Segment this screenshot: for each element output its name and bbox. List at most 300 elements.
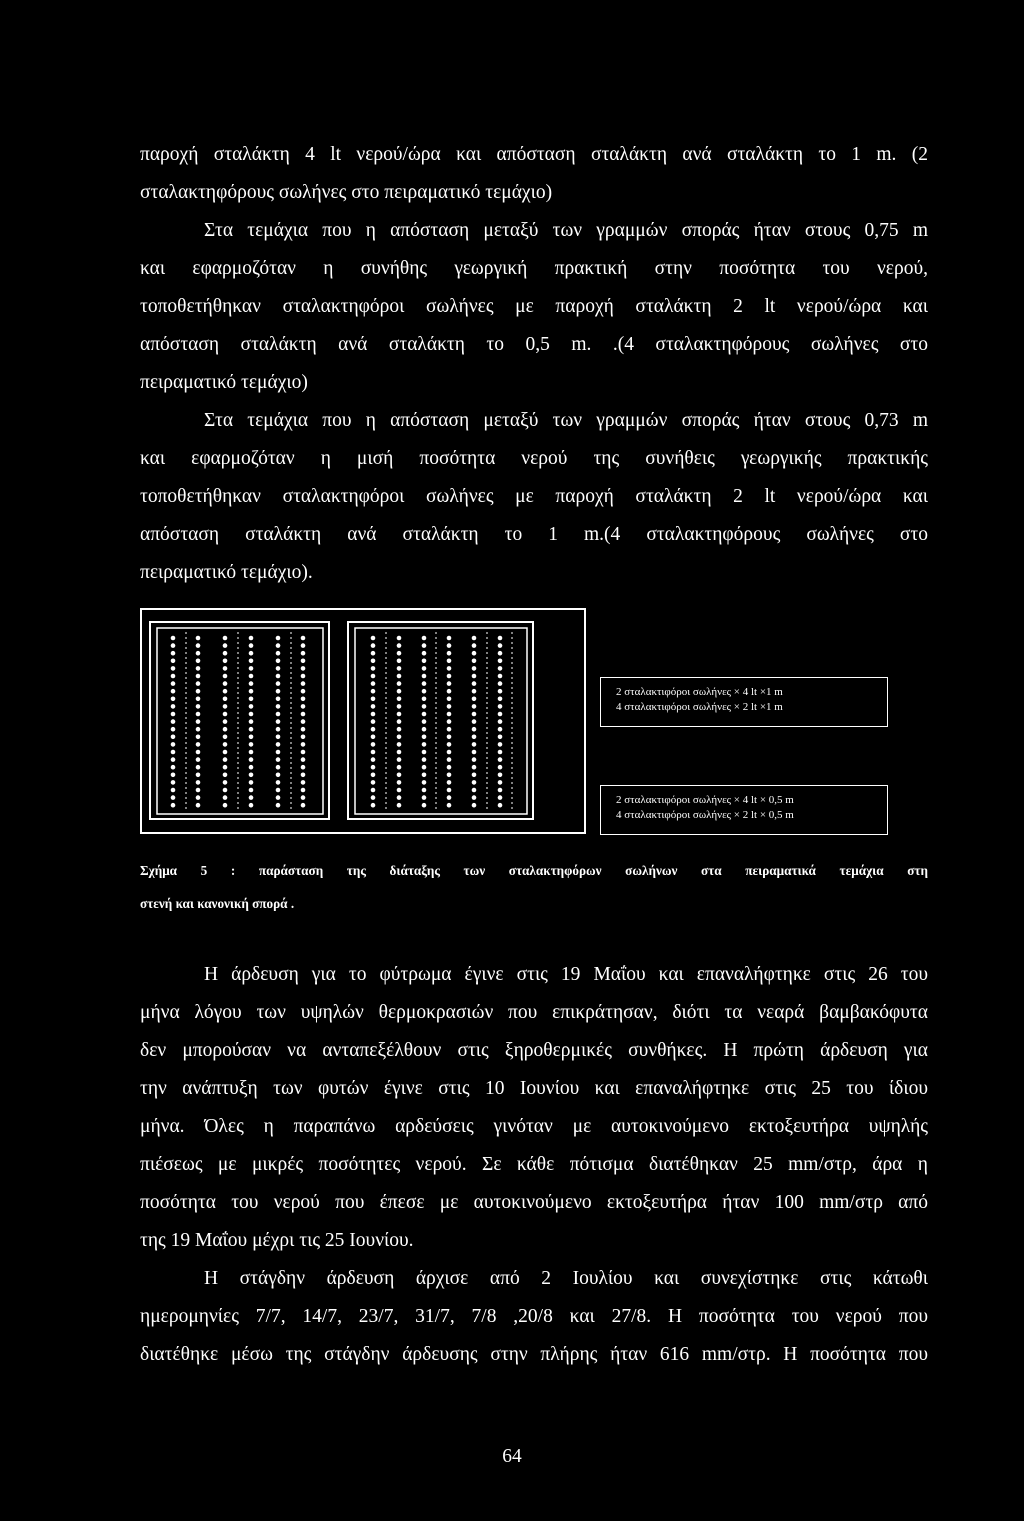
emitter-dot [422,659,427,664]
paragraph-4-line-1: Η άρδευση για το φύτρωμα έγινε στις 19 Μαΐου και επαναλήφτηκε στις 26 του [204,964,928,985]
emitter-dot [447,780,452,785]
emitter-dot [498,773,503,778]
paragraph-5-line-3: διατέθηκε μέσω της στάγδην άρδευσης στην πλήρης ήταν 616 mm/στρ. Η ποσότητα που [140,1344,928,1365]
emitter-dot [223,742,228,747]
emitter-dot [472,697,477,702]
emitter-dot [223,681,228,686]
emitter-dot [171,636,176,641]
emitter-dot [371,674,376,679]
emitter-dot [171,651,176,656]
emitter-dot [472,712,477,717]
emitter-dot [472,719,477,724]
plot-right-frame [348,622,533,819]
emitter-dot [371,780,376,785]
emitter-dot [249,659,254,664]
emitter-dot [276,636,281,641]
emitter-dot [422,795,427,800]
emitter-dot [498,651,503,656]
emitter-dot [371,704,376,709]
paragraph-2-line-3: τοποθετήθηκαν σταλακτηφόροι σωλήνες με παροχή σταλάκτη 2 lt νερού/ώρα και [140,296,928,317]
emitter-dot [422,674,427,679]
emitter-dot [249,780,254,785]
emitter-dot [371,727,376,732]
emitter-dot [276,803,281,808]
emitter-dot [276,712,281,717]
emitter-dot [447,719,452,724]
emitter-dot [223,643,228,648]
paragraph-4-line-4: την ανάπτυξη των φυτών έγινε στις 10 Ιουνίου και επαναλήφτηκε στις 25 του ίδιου [140,1078,928,1099]
emitter-dot [249,674,254,679]
emitter-dot [447,795,452,800]
emitter-dot [472,704,477,709]
emitter-dot [472,643,477,648]
emitter-dot [422,780,427,785]
emitter-dot [447,666,452,671]
legend-box-2 [600,785,888,835]
emitter-dot [171,681,176,686]
emitter-dot [301,636,306,641]
emitter-dot [171,735,176,740]
emitter-dot [498,681,503,686]
emitter-dot [276,735,281,740]
emitter-dot [249,689,254,694]
emitter-dot [171,788,176,793]
emitter-dot [472,659,477,664]
paragraph-4-line-2: μήνα λόγου των υψηλών θερμοκρασιών που επικράτησαν, διότι τα νεαρά βαμβακόφυτα [140,1002,928,1023]
emitter-dot [171,727,176,732]
emitter-dot [249,712,254,717]
emitter-dot [472,636,477,641]
emitter-dot [472,788,477,793]
emitter-dot [301,757,306,762]
emitter-dot [249,735,254,740]
emitter-dot [472,803,477,808]
paragraph-4-line-6: πιέσεως με μικρές ποσότητες νερού. Σε κάθε πότισμα διατέθηκαν 25 mm/στρ, άρα η [140,1154,928,1175]
emitter-dot [171,689,176,694]
emitter-dot [276,643,281,648]
emitter-dot [196,659,201,664]
emitter-dot [422,727,427,732]
emitter-dot [447,712,452,717]
emitter-dot [447,681,452,686]
emitter-dot [223,712,228,717]
emitter-dot [371,697,376,702]
emitter-dot [422,643,427,648]
paragraph-5-line-2: ημερομηνίες 7/7, 14/7, 23/7, 31/7, 7/8 ,20/8 και 27/8. Η ποσότητα του νερού που [140,1306,928,1327]
emitter-dot [422,689,427,694]
emitter-dot [498,674,503,679]
emitter-dot [276,666,281,671]
emitter-dot [276,780,281,785]
emitter-dot [371,788,376,793]
emitter-dot [498,704,503,709]
emitter-dot [371,757,376,762]
emitter-dot [472,795,477,800]
emitter-dot [422,788,427,793]
emitter-dot [223,666,228,671]
paragraph-1-line-1: παροχή σταλάκτη 4 lt νερού/ώρα και απόσταση σταλάκτη ανά σταλάκτη το 1 m. (2 [140,144,928,165]
emitter-dot [447,643,452,648]
emitter-dot [301,735,306,740]
emitter-dot [301,803,306,808]
emitter-dot [249,765,254,770]
emitter-dot [472,750,477,755]
emitter-dot [196,643,201,648]
emitter-dot [498,750,503,755]
legend-1-line-1: 2 σταλακτιφόροι σωλήνες × 4 lt ×1 m [616,686,783,698]
emitter-dot [447,697,452,702]
emitter-dot [422,750,427,755]
emitter-dot [397,719,402,724]
figure-caption-line-1: Σχήμα 5 : παράσταση της διάταξης των σταλακτηφόρων σωλήνων στα πειραματικά τεμάχια στη [140,863,928,878]
emitter-dot [223,689,228,694]
emitter-dot [301,780,306,785]
emitter-dot [301,719,306,724]
drip-lines-right-plot [371,632,512,810]
emitter-dot [196,651,201,656]
emitter-dot [196,689,201,694]
emitter-dot [397,674,402,679]
emitter-dot [249,666,254,671]
emitter-dot [301,773,306,778]
drip-lines-left-plot [171,632,306,810]
emitter-dot [472,773,477,778]
emitter-dot [171,742,176,747]
emitter-dot [397,697,402,702]
paragraph-4-line-8: της 19 Μαΐου μέχρι τις 25 Ιουνίου. [140,1230,414,1251]
emitter-dot [422,651,427,656]
emitter-dot [223,735,228,740]
paragraph-2-line-4: απόσταση σταλάκτη ανά σταλάκτη το 0,5 m. .(4 σταλακτηφόρους σωλήνες στο [140,334,928,355]
emitter-dot [249,697,254,702]
emitter-dot [249,742,254,747]
emitter-dot [371,666,376,671]
emitter-dot [171,795,176,800]
emitter-dot [498,636,503,641]
paragraph-3-line-4: απόσταση σταλάκτη ανά σταλάκτη το 1 m.(4 σταλακτηφόρους σωλήνες στο [140,524,928,545]
paragraph-2-line-5: πειραματικό τεμάχιο) [140,372,308,393]
drip-layout-figure [140,608,586,834]
emitter-dot [171,659,176,664]
emitter-dot [276,757,281,762]
emitter-dot [223,704,228,709]
emitter-dot [171,773,176,778]
emitter-dot [196,742,201,747]
emitter-dot [371,681,376,686]
emitter-dot [422,666,427,671]
emitter-dot [171,704,176,709]
emitter-dot [196,735,201,740]
emitter-dot [472,681,477,686]
emitter-dot [276,765,281,770]
emitter-dot [223,795,228,800]
emitter-dot [447,727,452,732]
emitter-dot [498,697,503,702]
emitter-dot [171,697,176,702]
emitter-dot [301,643,306,648]
emitter-dot [276,788,281,793]
emitter-dot [422,765,427,770]
emitter-dot [249,773,254,778]
emitter-dot [276,689,281,694]
emitter-dot [498,795,503,800]
emitter-dot [171,643,176,648]
emitter-dot [196,803,201,808]
emitter-dot [371,719,376,724]
emitter-dot [171,666,176,671]
emitter-dot [447,636,452,641]
emitter-dot [196,636,201,641]
paragraph-3-line-5: πειραματικό τεμάχιο). [140,562,313,583]
emitter-dot [301,704,306,709]
emitter-dot [498,788,503,793]
emitter-dot [301,765,306,770]
emitter-dot [249,795,254,800]
emitter-dot [447,689,452,694]
emitter-dot [249,803,254,808]
emitter-dot [422,719,427,724]
emitter-dot [249,643,254,648]
emitter-dot [371,765,376,770]
legend-box-1 [600,677,888,727]
emitter-dot [171,765,176,770]
emitter-dot [249,727,254,732]
emitter-dot [472,674,477,679]
emitter-dot [171,780,176,785]
emitter-dot [397,666,402,671]
emitter-dot [171,674,176,679]
emitter-dot [223,780,228,785]
emitter-dot [422,757,427,762]
emitter-dot [447,742,452,747]
emitter-dot [196,795,201,800]
emitter-dot [196,674,201,679]
emitter-dot [223,757,228,762]
emitter-dot [276,681,281,686]
emitter-dot [196,750,201,755]
paragraph-1-line-2: σταλακτηφόρους σωλήνες στο πειραματικό τεμάχιο) [140,182,553,203]
emitter-dot [249,681,254,686]
emitter-dot [447,788,452,793]
emitter-dot [422,681,427,686]
emitter-dot [397,689,402,694]
emitter-dot [397,735,402,740]
emitter-dot [301,674,306,679]
emitter-dot [371,803,376,808]
emitter-dot [223,636,228,641]
emitter-dot [171,712,176,717]
paragraph-2-line-2: και εφαρμοζόταν η συνήθης γεωργική πρακτική στην ποσότητα του νερού, [140,258,928,279]
emitter-dot [276,704,281,709]
emitter-dot [472,757,477,762]
emitter-dot [447,765,452,770]
emitter-dot [223,803,228,808]
emitter-dot [171,757,176,762]
emitter-dot [371,735,376,740]
emitter-dot [422,742,427,747]
emitter-dot [397,780,402,785]
emitter-dot [397,757,402,762]
emitter-dot [447,803,452,808]
emitter-dot [301,750,306,755]
emitter-dot [472,666,477,671]
emitter-dot [223,788,228,793]
emitter-dot [301,651,306,656]
emitter-dot [397,742,402,747]
emitter-dot [371,659,376,664]
emitter-dot [223,765,228,770]
emitter-dot [196,666,201,671]
paragraph-4-line-5: μήνα. Όλες η παραπάνω αρδεύσεις γινόταν με αυτοκινούμενο εκτοξευτήρα υψηλής [140,1116,928,1137]
emitter-dot [276,674,281,679]
emitter-dot [276,795,281,800]
emitter-dot [422,712,427,717]
emitter-dot [397,750,402,755]
emitter-dot [276,742,281,747]
emitter-dot [196,773,201,778]
emitter-dot [249,757,254,762]
emitter-dot [223,651,228,656]
emitter-dot [472,765,477,770]
emitter-dot [422,773,427,778]
emitter-dot [397,788,402,793]
emitter-dot [498,659,503,664]
emitter-dot [498,735,503,740]
emitter-dot [397,659,402,664]
emitter-dot [196,757,201,762]
emitter-dot [196,712,201,717]
emitter-dot [422,803,427,808]
emitter-dot [196,765,201,770]
emitter-dot [447,773,452,778]
emitter-dot [472,735,477,740]
paragraph-2-line-1: Στα τεμάχια που η απόσταση μεταξύ των γραμμών σποράς ήταν στους 0,75 m [204,220,928,241]
emitter-dot [472,727,477,732]
emitter-dot [498,765,503,770]
emitter-dot [397,795,402,800]
emitter-dot [196,681,201,686]
emitter-dot [397,765,402,770]
emitter-dot [422,704,427,709]
emitter-dot [371,636,376,641]
paragraph-3-line-1: Στα τεμάχια που η απόσταση μεταξύ των γραμμών σποράς ήταν στους 0,73 m [204,410,928,431]
legend-2-line-1: 2 σταλακτιφόροι σωλήνες × 4 lt × 0,5 m [616,794,794,806]
figure-outer-border [141,609,585,833]
paragraph-4-line-7: ποσότητα του νερού που έπεσε με αυτοκινούμενο εκτοξευτήρα ήταν 100 mm/στρ από [140,1192,928,1213]
emitter-dot [397,773,402,778]
emitter-dot [447,735,452,740]
emitter-dot [397,651,402,656]
emitter-dot [276,727,281,732]
emitter-dot [223,719,228,724]
emitter-dot [171,803,176,808]
plot-left-inner [157,628,323,814]
emitter-dot [196,780,201,785]
emitter-dot [371,750,376,755]
emitter-dot [498,666,503,671]
emitter-dot [249,704,254,709]
emitter-dot [301,681,306,686]
emitter-dot [447,750,452,755]
legend-1-line-2: 4 σταλακτιφόροι σωλήνες × 2 lt ×1 m [616,701,783,713]
emitter-dot [249,636,254,641]
emitter-dot [472,742,477,747]
emitter-dot [422,697,427,702]
emitter-dot [397,681,402,686]
emitter-dot [371,712,376,717]
emitter-dot [397,643,402,648]
emitter-dot [498,742,503,747]
emitter-dot [371,773,376,778]
emitter-dot [498,712,503,717]
emitter-dot [276,773,281,778]
emitter-dot [498,727,503,732]
emitter-dot [371,742,376,747]
paragraph-5-line-1: Η στάγδην άρδευση άρχισε από 2 Ιουλίου και συνεχίστηκε στις κάτωθι [204,1268,928,1289]
emitter-dot [276,651,281,656]
emitter-dot [301,689,306,694]
emitter-dot [371,689,376,694]
emitter-dot [196,704,201,709]
emitter-dot [472,651,477,656]
emitter-dot [223,773,228,778]
emitter-dot [301,697,306,702]
paragraph-4-line-3: δεν μπορούσαν να ανταπεξέλθουν στις ξηροθερμικές συνθήκες. Η πρώτη άρδευση για [140,1040,928,1061]
paragraph-3-line-2: και εφαρμοζόταν η μισή ποσότητα νερού της συνήθεις γεωργικής πρακτικής [140,448,928,469]
emitter-dot [223,727,228,732]
emitter-dot [171,750,176,755]
emitter-dot [397,636,402,641]
emitter-dot [371,643,376,648]
emitter-dot [196,697,201,702]
emitter-dot [196,788,201,793]
emitter-dot [196,727,201,732]
emitter-dot [371,795,376,800]
emitter-dot [397,803,402,808]
emitter-dot [397,727,402,732]
emitter-dot [472,780,477,785]
emitter-dot [498,719,503,724]
emitter-dot [447,757,452,762]
emitter-dot [276,719,281,724]
emitter-dot [301,795,306,800]
emitter-dot [397,712,402,717]
emitter-dot [301,712,306,717]
emitter-dot [371,651,376,656]
emitter-dot [498,643,503,648]
emitter-dot [498,780,503,785]
emitter-dot [447,659,452,664]
emitter-dot [249,750,254,755]
emitter-dot [498,689,503,694]
emitter-dot [472,689,477,694]
emitter-dot [447,704,452,709]
emitter-dot [276,697,281,702]
emitter-dot [223,659,228,664]
emitter-dot [301,788,306,793]
page-number: 64 [502,1446,522,1467]
emitter-dot [447,674,452,679]
emitter-dot [171,719,176,724]
emitter-dot [249,788,254,793]
emitter-dot [276,750,281,755]
paragraph-3-line-3: τοποθετήθηκαν σταλακτηφόροι σωλήνες με παροχή σταλάκτη 2 lt νερού/ώρα και [140,486,928,507]
emitter-dot [196,719,201,724]
emitter-dot [422,636,427,641]
emitter-dot [447,651,452,656]
emitter-dot [498,803,503,808]
emitter-dot [301,666,306,671]
